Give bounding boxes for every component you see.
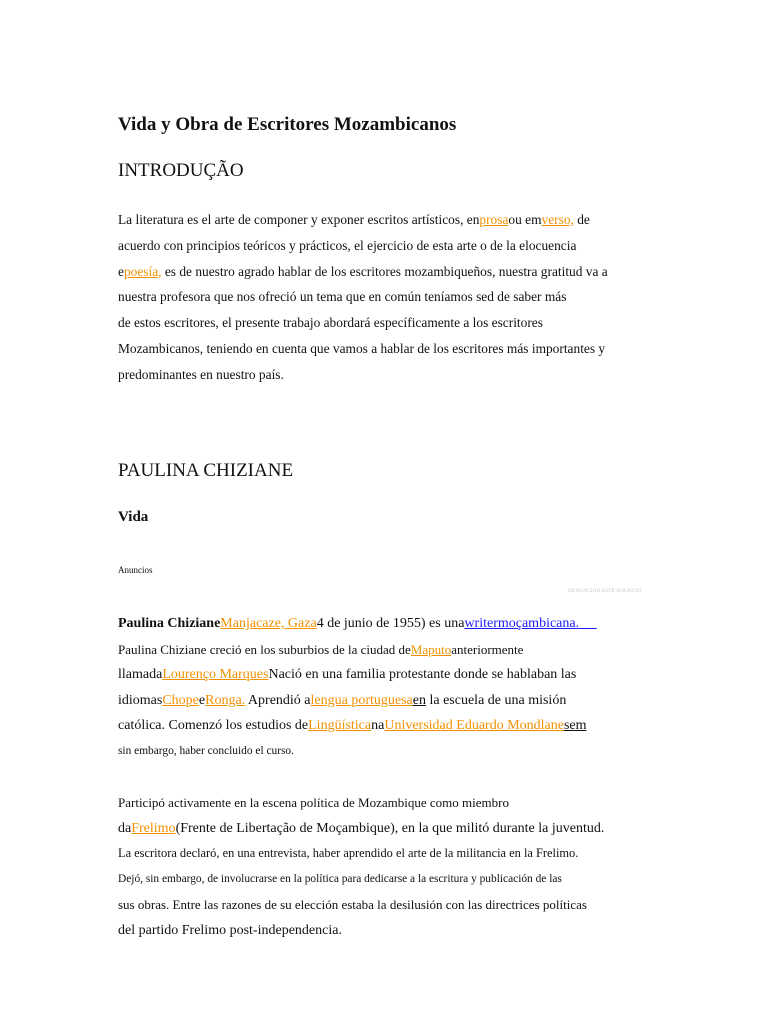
bio-line bbox=[118, 637, 658, 663]
link-linguistica[interactable]: Lingüística bbox=[308, 718, 372, 734]
link-manjacaze[interactable]: Manjacaze, bbox=[220, 616, 285, 631]
text-run: Paulina Chiziane creció en los suburbios de la ciudad de bbox=[118, 641, 411, 657]
link-chope[interactable]: Chope bbox=[162, 692, 199, 708]
report-ad-link[interactable]: DENUNCIAR ESTE ANUNCIO bbox=[568, 588, 642, 594]
link-lourenco-marques[interactable]: Lourenço Marques bbox=[162, 667, 269, 683]
author-name: Paulina Chiziane bbox=[118, 616, 221, 631]
text-run: es de nuestro agrado hablar de los escritores mozambiqueños, nuestra gratitud va a bbox=[161, 263, 608, 279]
link-universidad[interactable]: Universidad Eduardo Mondlane bbox=[384, 718, 564, 734]
text-run: (Frente de Libertação de Moçambique), en la que militó durante la juventud. bbox=[175, 820, 605, 836]
link-prosa[interactable]: prosa bbox=[479, 212, 509, 227]
text-run: Nació en una familia protestante donde se hablaban las bbox=[268, 667, 577, 683]
text-run: e bbox=[198, 692, 206, 708]
politics-line: sus obras. Entre las razones de su elección estaba la desilusión con las directrices políticas bbox=[118, 897, 587, 913]
politics-line bbox=[118, 816, 658, 842]
intro-line: predominantes en nuestro país. bbox=[118, 366, 284, 382]
bio-line bbox=[118, 611, 658, 637]
text-run: de bbox=[573, 212, 590, 227]
ad-label: Anuncios bbox=[118, 565, 153, 575]
text-run: sem bbox=[563, 718, 587, 734]
link-writer-underline[interactable] bbox=[579, 616, 597, 631]
text-run: 4 de junio de 1955) es una bbox=[316, 616, 465, 631]
document-title: Vida y Obra de Escritores Mozambicanos bbox=[118, 114, 457, 135]
link-frelimo[interactable]: Frelimo bbox=[131, 820, 176, 836]
politics-line: Dejó, sin embargo, de involucrarse en la política para dedicarse a la escritura y publicación de las bbox=[118, 872, 562, 885]
bio-line bbox=[118, 713, 658, 739]
text-run: llamada bbox=[118, 667, 163, 683]
text-run: ou em bbox=[508, 212, 542, 227]
text-run: da bbox=[118, 820, 132, 836]
politics-line: La escritora declaró, en una entrevista, haber aprendido el arte de la militancia en la Frelimo. bbox=[118, 846, 579, 861]
bio-line bbox=[118, 662, 658, 688]
text-run: Aprendió a bbox=[245, 692, 311, 708]
text-run: na bbox=[371, 718, 385, 734]
politics-line: del partido Frelimo post-independencia. bbox=[118, 922, 342, 938]
link-maputo[interactable]: Maputo bbox=[410, 641, 452, 657]
bio-line bbox=[118, 688, 658, 714]
link-verso[interactable]: verso, bbox=[541, 212, 574, 227]
link-poesia[interactable]: poesía, bbox=[123, 263, 162, 279]
politics-line: Participó activamente en la escena política de Mozambique como miembro bbox=[118, 795, 509, 810]
text-run: e bbox=[118, 263, 124, 279]
section-heading: PAULINA CHIZIANE bbox=[118, 460, 294, 481]
intro-line bbox=[118, 207, 648, 233]
intro-line: Mozambicanos, teniendo en cuenta que vamos a hablar de los escritores más importantes y bbox=[118, 340, 606, 356]
text-run: La literatura es el arte de componer y exponer escritos artísticos, en bbox=[118, 212, 480, 227]
text-run: en bbox=[412, 692, 426, 708]
text-run: idiomas bbox=[118, 692, 163, 708]
intro-line bbox=[118, 259, 648, 285]
subheading-vida: Vida bbox=[118, 509, 149, 525]
link-ronga[interactable]: Ronga. bbox=[205, 692, 246, 708]
link-gaza[interactable]: Gaza bbox=[284, 616, 317, 631]
link-writer[interactable]: writermoçambicana. bbox=[464, 616, 580, 631]
text-run: la escuela de una misión bbox=[425, 692, 567, 708]
bio-paragraph bbox=[118, 611, 658, 765]
intro-line: acuerdo con principios teóricos y prácticos, el ejercicio de esta arte o de la elocuencia bbox=[118, 237, 577, 253]
politics-paragraph bbox=[118, 790, 658, 944]
text-run: anteriormente bbox=[451, 641, 524, 657]
intro-paragraph bbox=[118, 207, 648, 388]
bio-line: sin embargo, haber concluido el curso. bbox=[118, 744, 294, 757]
text-run: católica. Comenzó los estudios de bbox=[118, 718, 309, 734]
intro-line: nuestra profesora que nos ofreció un tema que en común teníamos sed de saber más bbox=[118, 289, 567, 305]
intro-line: de estos escritores, el presente trabajo abordará específicamente a los escritores bbox=[118, 315, 543, 331]
link-lengua-portuguesa[interactable]: lengua portuguesa bbox=[310, 692, 413, 708]
intro-heading: INTRODUÇÃO bbox=[118, 160, 244, 181]
